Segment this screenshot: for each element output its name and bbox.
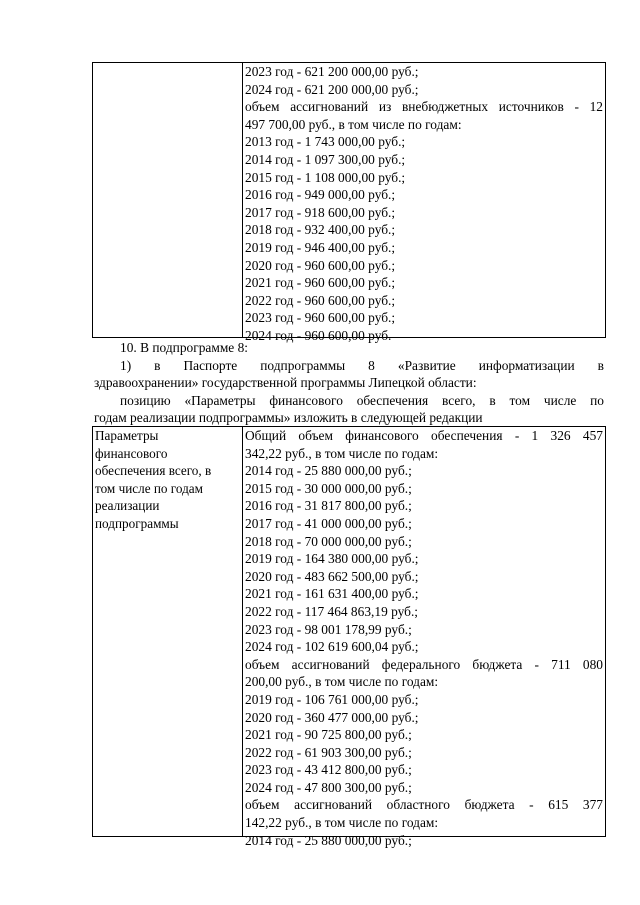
- text-line: 497 700,00 руб., в том числе по годам:: [245, 116, 462, 132]
- text-line: обеспечения всего, в: [95, 463, 212, 479]
- text-line: Параметры: [95, 428, 159, 443]
- text-line: подпрограммы: [95, 515, 179, 531]
- text-line: 2014 год - 25 880 000,00 руб.;: [245, 832, 412, 848]
- text-line: 2016 год - 949 000,00 руб.;: [245, 187, 396, 203]
- position-line2: годам реализации подпрограммы» изложить в следующей редакции: [94, 410, 483, 426]
- text-line: 2014 год - 1 097 300,00 руб.;: [245, 151, 406, 167]
- text-line: 342,22 руб., в том числе по годам:: [245, 445, 439, 461]
- text-line: 2013 год - 1 743 000,00 руб.;: [245, 134, 406, 150]
- text-line: 2020 год - 360 477 000,00 руб.;: [245, 709, 419, 725]
- text-line: 2015 год - 30 000 000,00 руб.;: [245, 480, 412, 496]
- text-line: финансового: [95, 445, 168, 461]
- text-line: реализации: [95, 498, 160, 514]
- item-10-heading: 10. В подпрограмме 8:: [120, 340, 248, 355]
- text-line: 2017 год - 918 600,00 руб.;: [245, 204, 396, 220]
- text-line: 2020 год - 483 662 500,00 руб.;: [245, 568, 419, 584]
- text-line: объем ассигнований из внебюджетных источников - 12: [245, 99, 603, 115]
- table1-right-cell: [243, 63, 605, 343]
- financing-parameters-table: [92, 426, 606, 848]
- financing-table-continued: [92, 62, 606, 343]
- text-line: 142,22 руб., в том числе по годам:: [245, 815, 439, 831]
- table1-left-cell: [93, 63, 243, 337]
- item-1-line1: 1) в Паспорте подпрограммы 8 «Развитие информатизации в: [120, 357, 604, 373]
- text-line: 2021 год - 161 631 400,00 руб.;: [245, 586, 419, 602]
- text-line: объем ассигнований областного бюджета - 615 377: [245, 797, 603, 813]
- text-line: 2019 год - 106 761 000,00 руб.;: [245, 691, 419, 707]
- text-line: 200,00 руб., в том числе по годам:: [245, 674, 439, 690]
- text-line: 2023 год - 621 200 000,00 руб.;: [245, 64, 419, 79]
- text-line: 2024 год - 102 619 600,04 руб.;: [245, 639, 419, 655]
- position-line1: позицию «Параметры финансового обеспечения всего, в том числе по: [120, 392, 604, 408]
- text-line: 2018 год - 70 000 000,00 руб.;: [245, 533, 412, 549]
- item-1-line2: здравоохранении» государственной программы Липецкой области:: [94, 375, 477, 391]
- text-line: 2016 год - 31 817 800,00 руб.;: [245, 498, 412, 514]
- text-line: Общий объем финансового обеспечения - 1 326 457: [245, 428, 603, 443]
- text-line: 2021 год - 960 600,00 руб.;: [245, 275, 396, 291]
- text-line: 2015 год - 1 108 000,00 руб.;: [245, 169, 406, 185]
- text-line: объем ассигнований федерального бюджета - 711 080: [245, 656, 603, 672]
- table2-right-cell: [243, 427, 605, 848]
- text-line: 2022 год - 117 464 863,19 руб.;: [245, 603, 419, 619]
- text-line: 2018 год - 932 400,00 руб.;: [245, 222, 396, 238]
- text-line: том числе по годам: [95, 480, 203, 496]
- text-line: 2024 год - 621 200 000,00 руб.;: [245, 81, 419, 97]
- text-line: 2024 год - 47 800 300,00 руб.;: [245, 779, 412, 795]
- text-line: 2017 год - 41 000 000,00 руб.;: [245, 515, 412, 531]
- text-line: 2021 год - 90 725 800,00 руб.;: [245, 727, 412, 743]
- text-line: 2023 год - 98 001 178,99 руб.;: [245, 621, 412, 637]
- text-line: 2022 год - 960 600,00 руб.;: [245, 292, 396, 308]
- text-line: 2023 год - 960 600,00 руб.;: [245, 310, 396, 326]
- text-line: 2023 год - 43 412 800,00 руб.;: [245, 762, 412, 778]
- text-line: 2014 год - 25 880 000,00 руб.;: [245, 463, 412, 479]
- text-line: 2020 год - 960 600,00 руб.;: [245, 257, 396, 273]
- text-line: 2024 год - 960 600,00 руб.: [245, 327, 392, 343]
- table2-left-cell: [93, 427, 243, 836]
- section-body: [92, 339, 606, 427]
- text-line: 2019 год - 164 380 000,00 руб.;: [245, 551, 419, 567]
- text-line: 2022 год - 61 903 300,00 руб.;: [245, 744, 412, 760]
- text-line: 2019 год - 946 400,00 руб.;: [245, 239, 396, 255]
